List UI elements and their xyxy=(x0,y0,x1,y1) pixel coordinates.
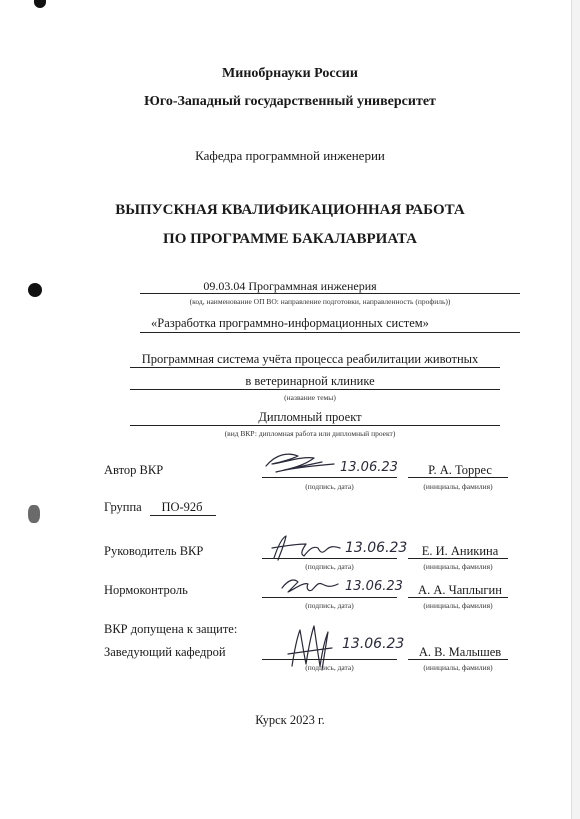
page-edge xyxy=(571,0,580,819)
underline xyxy=(130,367,500,368)
underline xyxy=(408,477,508,478)
normcontrol-signature xyxy=(278,570,348,600)
sign-date-caption: (подпись, дата) xyxy=(305,663,354,672)
underline xyxy=(408,558,508,559)
normcontrol-date: 13.06.23 xyxy=(345,579,403,594)
underline xyxy=(140,332,520,333)
author-label: Автор ВКР xyxy=(104,463,164,477)
initials-name-caption: (инициалы, фамилия) xyxy=(423,562,493,571)
program-caption: (код, наименование ОП ВО: направление подготовки, направленность (профиль)) xyxy=(189,297,451,306)
department-name: Кафедра программной инженерии xyxy=(195,148,385,163)
author-name: Р. А. Торрес xyxy=(428,463,492,477)
normcontrol-name: А. А. Чаплыгин xyxy=(418,583,502,597)
sign-date-caption: (подпись, дата) xyxy=(305,601,354,610)
work-type: Дипломный проект xyxy=(258,410,362,424)
topic-caption: (название темы) xyxy=(284,393,336,402)
punch-hole xyxy=(28,505,40,523)
initials-name-caption: (инициалы, фамилия) xyxy=(423,601,493,610)
initials-name-caption: (инициалы, фамилия) xyxy=(423,482,493,491)
underline xyxy=(262,477,397,478)
group-label: Группа xyxy=(104,500,142,514)
supervisor-date: 13.06.23 xyxy=(345,540,408,556)
document-title-line2: ПО ПРОГРАММЕ БАКАЛАВРИАТА xyxy=(163,231,417,247)
author-date: 13.06.23 xyxy=(340,460,398,475)
author-signature xyxy=(262,446,342,476)
head-label: Заведующий кафедрой xyxy=(104,645,226,659)
underline xyxy=(140,293,520,294)
head-date: 13.06.23 xyxy=(342,636,405,652)
underline xyxy=(262,597,397,598)
topic-line2: в ветеринарной клинике xyxy=(245,374,375,388)
underline xyxy=(262,659,397,660)
group-value: ПО-92б xyxy=(161,500,203,514)
underline xyxy=(262,558,397,559)
supervisor-name: Е. И. Аникина xyxy=(421,544,499,558)
program-profile: «Разработка программно-информационных систем» xyxy=(151,316,429,330)
university-heading: Юго-Западный государственный университет xyxy=(144,94,436,109)
sign-date-caption: (подпись, дата) xyxy=(305,482,354,491)
punch-hole xyxy=(34,0,46,8)
ministry-heading: Минобрнауки России xyxy=(222,66,358,81)
normcontrol-label: Нормоконтроль xyxy=(104,583,188,597)
underline xyxy=(408,659,508,660)
program-code: 09.03.04 Программная инженерия xyxy=(203,279,377,293)
supervisor-label: Руководитель ВКР xyxy=(104,544,204,558)
underline xyxy=(408,597,508,598)
work-type-caption: (вид ВКР: дипломная работа или дипломный проект) xyxy=(224,429,396,438)
document-title-line1: ВЫПУСКНАЯ КВАЛИФИКАЦИОННАЯ РАБОТА xyxy=(115,202,465,218)
initials-name-caption: (инициалы, фамилия) xyxy=(423,663,493,672)
sign-date-caption: (подпись, дата) xyxy=(305,562,354,571)
topic-line1: Программная система учёта процесса реабилитации животных xyxy=(141,352,479,366)
supervisor-signature xyxy=(268,532,348,564)
admitted-label: ВКР допущена к защите: xyxy=(104,622,238,636)
underline xyxy=(130,425,500,426)
punch-hole xyxy=(28,283,42,297)
underline xyxy=(130,389,500,390)
place-year: Курск 2023 г. xyxy=(255,713,325,727)
head-name: А. В. Малышев xyxy=(418,645,502,659)
underline xyxy=(150,515,216,516)
